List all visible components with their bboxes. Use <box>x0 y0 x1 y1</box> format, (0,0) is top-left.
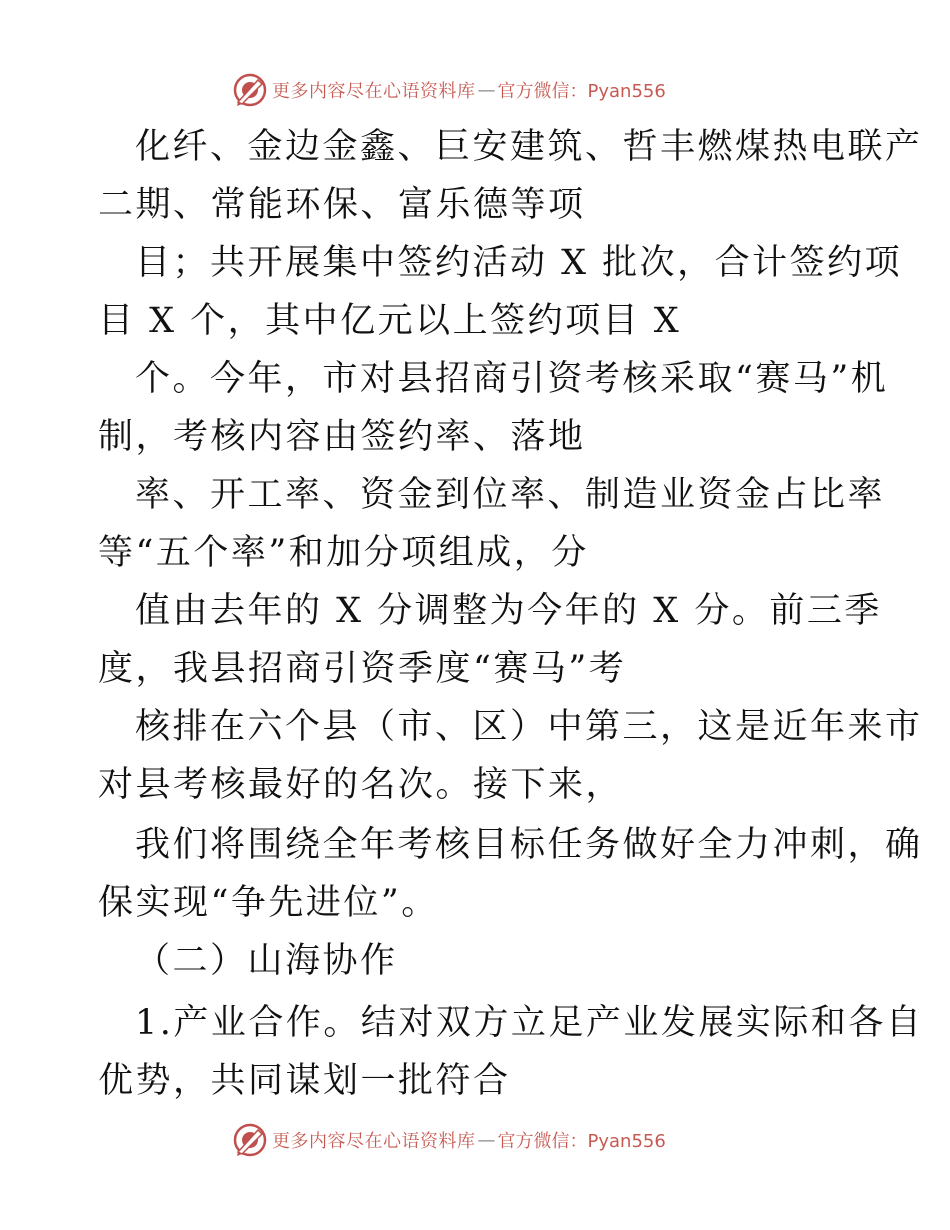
text-line: 保实现“争先进位”。 <box>98 883 439 923</box>
watermark-site-text: 更多内容尽在心语资料库 <box>272 81 476 102</box>
footer-watermark <box>232 1120 666 1160</box>
text-line: 个。今年，市对县招商引资考核采取“赛马”机 <box>135 359 889 399</box>
text-line: 度，我县招商引资季度“赛马”考 <box>98 649 627 689</box>
watermark-site-text: 更多内容尽在心语资料库 <box>272 1131 476 1152</box>
text-line: 率、开工率、资金到位率、制造业资金占比率 <box>135 475 886 515</box>
text-line: 制，考核内容由签约率、落地 <box>98 417 586 457</box>
watermark-wechat-text: 官方微信：Pyan556 <box>497 1131 666 1152</box>
text-line: 等“五个率”和加分项组成，分 <box>98 533 589 573</box>
text-line: 值由去年的 X 分调整为今年的 X 分。前三季 <box>135 591 882 631</box>
text-line: 对县考核最好的名次。接下来， <box>98 765 624 805</box>
text-line: 我们将围绕全年考核目标任务做好全力冲刺，确 <box>135 825 923 865</box>
pen-logo-icon <box>232 1122 268 1158</box>
watermark-wechat-text: 官方微信：Pyan556 <box>497 81 666 102</box>
text-line: 核排在六个县（市、区）中第三，这是近年来市 <box>135 707 923 747</box>
text-line: 二期、常能环保、富乐德等项 <box>98 185 586 225</box>
watermark-dash: — <box>477 1129 496 1151</box>
watermark-dash: — <box>477 79 496 101</box>
section-heading: （二）山海协作 <box>135 941 398 981</box>
text-line: 化纤、金边金鑫、巨安建筑、哲丰燃煤热电联产 <box>135 127 923 167</box>
text-line: 目；共开展集中签约活动 X 批次，合计签约项 <box>135 243 903 283</box>
text-line: 1.产业合作。结对双方立足产业发展实际和各自 <box>135 1003 924 1043</box>
text-line: 目 X 个，其中亿元以上签约项目 X <box>98 301 682 341</box>
text-line: 优势，共同谋划一批符合 <box>98 1061 511 1101</box>
